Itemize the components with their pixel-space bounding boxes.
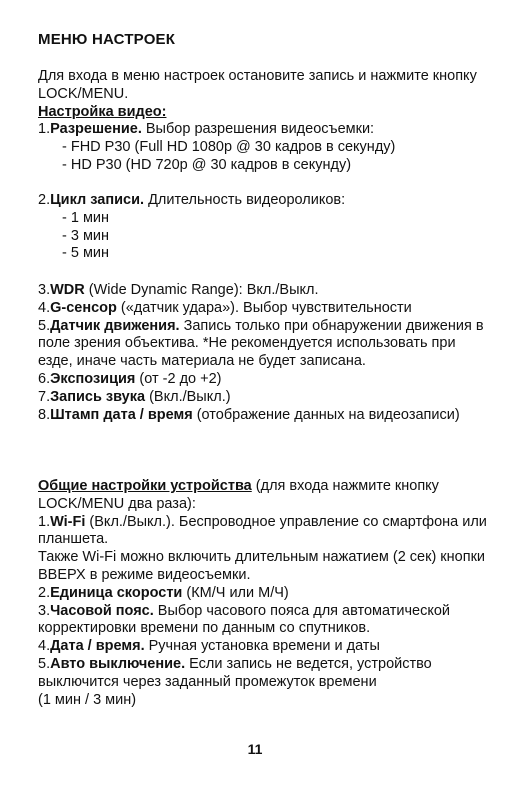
item-label: Разрешение. [50, 121, 142, 138]
item-number: 3. [38, 602, 51, 619]
item-text: Если запись не ведется, устройство выключится через заданный промежуток времени [38, 655, 432, 690]
video-items-list [38, 282, 488, 424]
item-text: (Wide Dynamic Range): Вкл./Выкл. [84, 282, 319, 298]
item-number: 6. [38, 370, 51, 387]
loop-section [38, 192, 488, 263]
video-settings-heading: Настройка видео: [38, 103, 167, 120]
item-number: 5. [38, 317, 51, 334]
item-text: (КМ/Ч или М/Ч) [182, 584, 289, 601]
list-item [38, 549, 488, 585]
intro-text: Для входа в меню настроек остановите запись и нажмите кнопку LOCK/MENU. [38, 68, 477, 102]
device-settings-heading: Общие настройки устройства [38, 478, 252, 494]
item-label: Авто выключение. [50, 655, 186, 672]
item-label: Запись звука [50, 388, 146, 405]
list-item [38, 638, 488, 656]
loop-option: - 1 мин [62, 209, 110, 226]
list-item [38, 282, 488, 300]
item-text: (Вкл./Выкл.). Беспроводное управление со смартфона или планшета. [38, 513, 487, 548]
item-text: (от -2 до +2) [135, 370, 222, 387]
item-label: Экспозиция [50, 370, 136, 387]
item-number: 1. [38, 513, 51, 530]
device-settings-section [38, 478, 488, 709]
item-label: WDR [50, 282, 85, 298]
device-settings-intro [38, 478, 488, 514]
item-text: (отображение данных на видеозаписи) [192, 406, 460, 423]
item-text: Выбор разрешения видеосъемки: [141, 121, 375, 138]
video-settings-section [38, 68, 488, 175]
item-label: Цикл записи. [50, 192, 145, 208]
resolution-option: - HD P30 (HD 720p @ 30 кадров в секунду) [62, 156, 352, 173]
list-item [38, 656, 488, 692]
device-settings-heading-text: (для входа нажмите кнопку LOCK/MENU два раза): [38, 478, 439, 512]
item-label: G-сенсор [50, 299, 117, 316]
item-label: Wi-Fi [50, 513, 86, 530]
item-number: 1. [38, 121, 51, 138]
list-item [38, 389, 488, 407]
list-item [38, 318, 488, 371]
item-number: 4. [38, 638, 51, 655]
item-number: 8. [38, 406, 51, 423]
list-item [38, 514, 488, 550]
item-text: Запись только при обнаружении движения в поле зрения объектива. *Не рекомендуется использовать при езде, иначе часть материала не будет записана. [38, 317, 484, 370]
item-text: Ручная установка времени и даты [144, 638, 380, 655]
loop-option: - 5 мин [62, 245, 110, 262]
list-item [38, 603, 488, 639]
item-label: Часовой пояс. [50, 602, 154, 619]
item-text: Длительность видеороликов: [144, 192, 346, 208]
item-text: (1 мин / 3 мин) [38, 691, 137, 708]
item-label: Единица скорости [50, 584, 183, 601]
item-number: 2. [38, 584, 51, 601]
item-text: (Вкл./Выкл.) [145, 388, 231, 405]
list-item [38, 692, 488, 710]
page-number: 11 [247, 741, 263, 757]
item-text: Также Wi-Fi можно включить длительным нажатием (2 сек) кнопки ВВЕРХ в режиме видеосъемки. [38, 549, 486, 583]
item-number: 5. [38, 655, 51, 672]
item-text: («датчик удара»). Выбор чувствительности [116, 299, 412, 316]
resolution-option: - FHD P30 (Full HD 1080p @ 30 кадров в секунду) [62, 139, 396, 156]
item-number: 3. [38, 282, 51, 298]
loop-option: - 3 мин [62, 227, 110, 244]
list-item [38, 371, 488, 389]
page-title: МЕНЮ НАСТРОЕК [38, 31, 176, 48]
item-label: Датчик движения. [50, 317, 180, 334]
list-item [38, 407, 488, 425]
resolution-item [38, 121, 488, 139]
item-text: Выбор часового пояса для автоматической корректировки времени по данным со спутников. [38, 602, 451, 637]
item-number: 2. [38, 192, 51, 208]
item-number: 4. [38, 299, 51, 316]
item-number: 7. [38, 388, 51, 405]
item-label: Дата / время. [50, 638, 145, 655]
list-item [38, 585, 488, 603]
loop-item [38, 192, 488, 210]
list-item [38, 300, 488, 318]
item-label: Штамп дата / время [50, 406, 193, 423]
